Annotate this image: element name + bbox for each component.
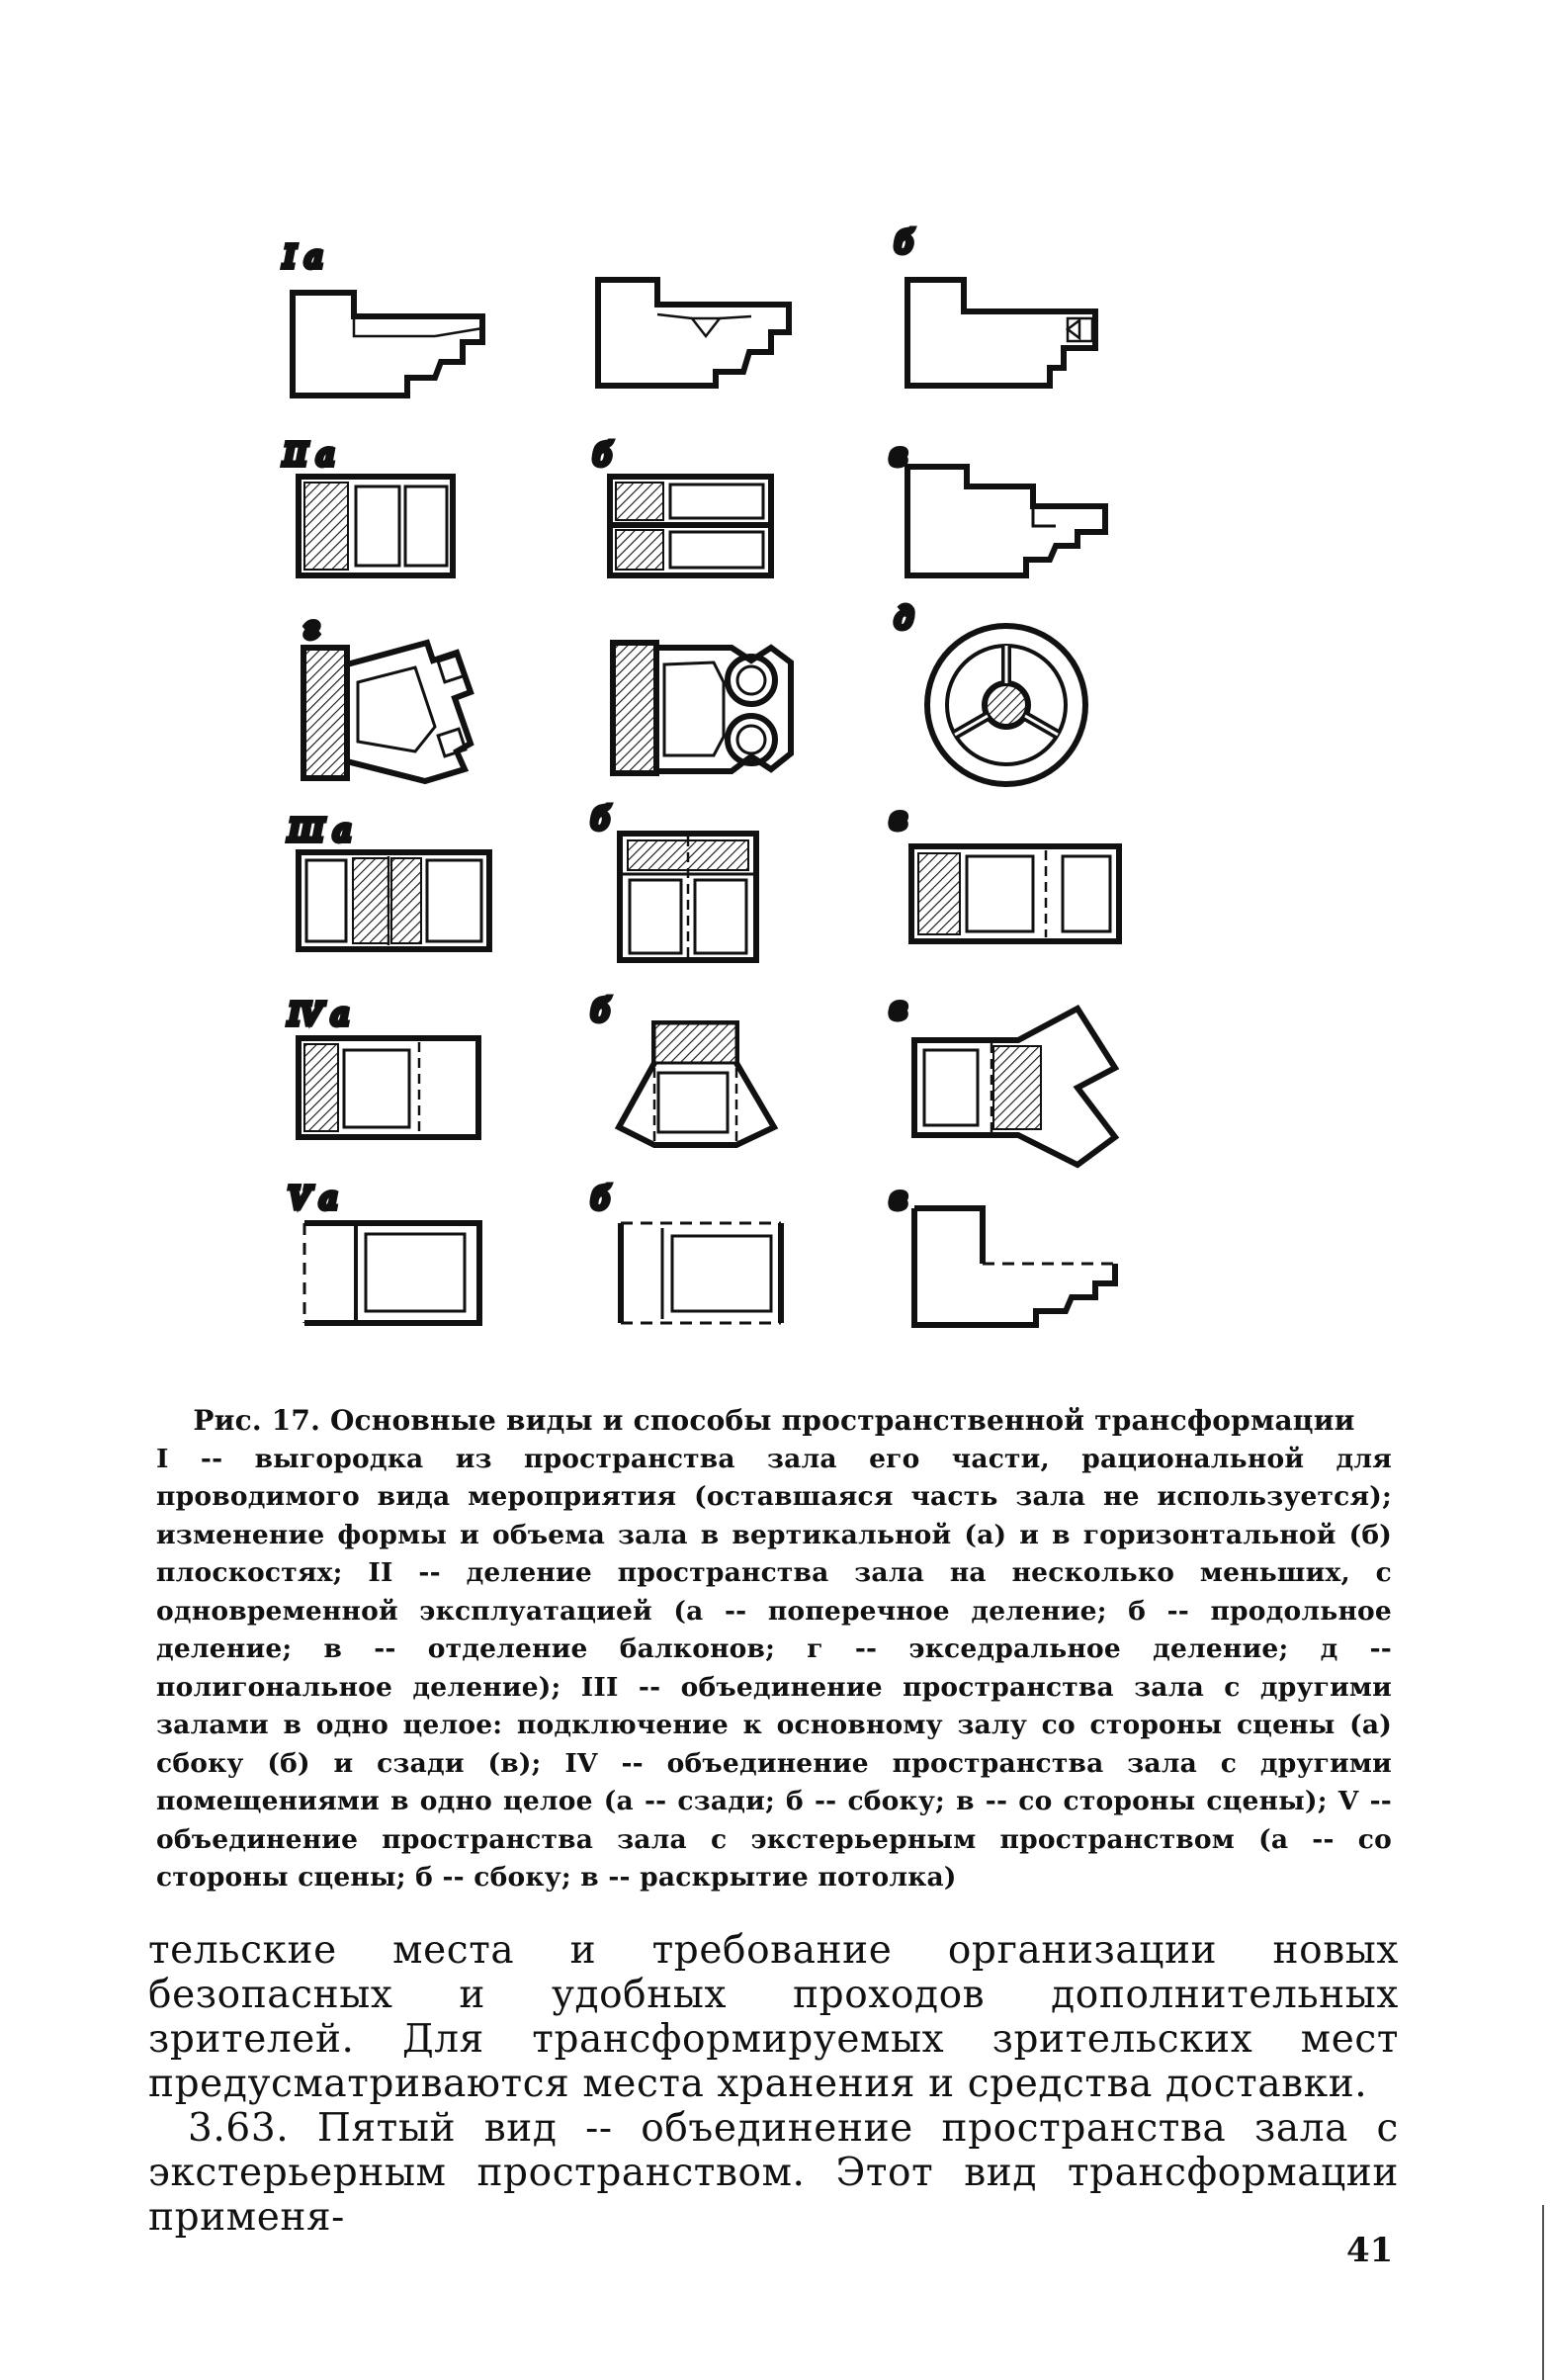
diagram-IV-c [914, 1009, 1115, 1165]
label-II-a: II a [284, 438, 335, 473]
diagram-II-c [907, 467, 1105, 575]
label-III-b: б [591, 802, 610, 837]
label-V-c: в [890, 1182, 907, 1216]
diagram-V-a [304, 1223, 479, 1323]
paragraph-continued: тельские места и требование организации новых безопасных и удобных проходов дополнительных зрителей. Для трансформируемых зрительских мест предусматриваются места хранения и средства доставки. [148, 1928, 1399, 2106]
label-III-c: в [890, 802, 907, 837]
diagram-III-b [620, 834, 756, 960]
label-III-a: III a [289, 814, 351, 848]
diagram-V-b [621, 1223, 781, 1323]
page-number: 41 [1346, 2231, 1394, 2270]
body-text [148, 1928, 1399, 2240]
diagram-I-a [293, 293, 482, 396]
diagram-I-b [907, 280, 1095, 386]
label-V-a: V a [289, 1182, 338, 1216]
diagram-III-c [911, 846, 1119, 941]
label-II-d: д [895, 601, 914, 636]
figure-caption [156, 1402, 1392, 1897]
diagram-II-d-left [613, 643, 791, 773]
label-II-g: г [303, 611, 319, 646]
label-IV-b: б [591, 994, 610, 1028]
label-V-b: б [591, 1182, 610, 1216]
diagram-II-g [303, 643, 471, 781]
diagram-II-b [610, 477, 771, 575]
diagram-IV-a [299, 1038, 478, 1137]
diagram-I-center [598, 280, 789, 386]
label-I-a: I a [284, 240, 323, 275]
diagram-II-a [299, 477, 453, 575]
label-IV-c: в [890, 992, 907, 1026]
label-II-c: в [890, 438, 907, 473]
label-II-b: б [593, 438, 612, 473]
page-edge [1542, 2205, 1544, 2380]
caption-title: Рис. 17. Основные виды и способы пространственной трансформации [193, 1404, 1355, 1437]
label-I-b: б [895, 225, 913, 260]
label-IV-a: IV a [289, 998, 349, 1032]
diagram-V-c [914, 1208, 1115, 1325]
diagram-IV-b [619, 1023, 774, 1145]
caption-body: I -- выгородка из пространства зала его части, рациональной для проводимого вида мероприятия (оставшаяся часть зала не используется); изменение формы и объема зала в вертикальной (а) и в горизонтальной (б) плоскостях; II -- деление пространства зала на несколько меньших, с одновременной эксплуатацией (а -- поперечное деление; б -- продольное деление; в -- отделение балконов; г -- экседральное деление; д -- полигональное деление); III -- объединение пространства зала с другими залами в одно целое: подключение к основному залу со стороны сцены (а) сбоку (б) и сзади (в); IV -- объединение пространства зала с другими помещениями в одно целое (а -- сзади; б -- сбоку; в -- со стороны сцены); V -- объединение пространства зала с экстерьерным пространством (а -- со стороны сцены; б -- сбоку; в -- раскрытие потолка) [156, 1443, 1392, 1893]
paragraph-3-63: 3.63. Пятый вид -- объединение пространства зала с экстерьерным пространством. Этот вид трансформации применя- [148, 2106, 1399, 2240]
diagram-III-a [299, 852, 489, 949]
diagram-II-d [927, 626, 1085, 784]
